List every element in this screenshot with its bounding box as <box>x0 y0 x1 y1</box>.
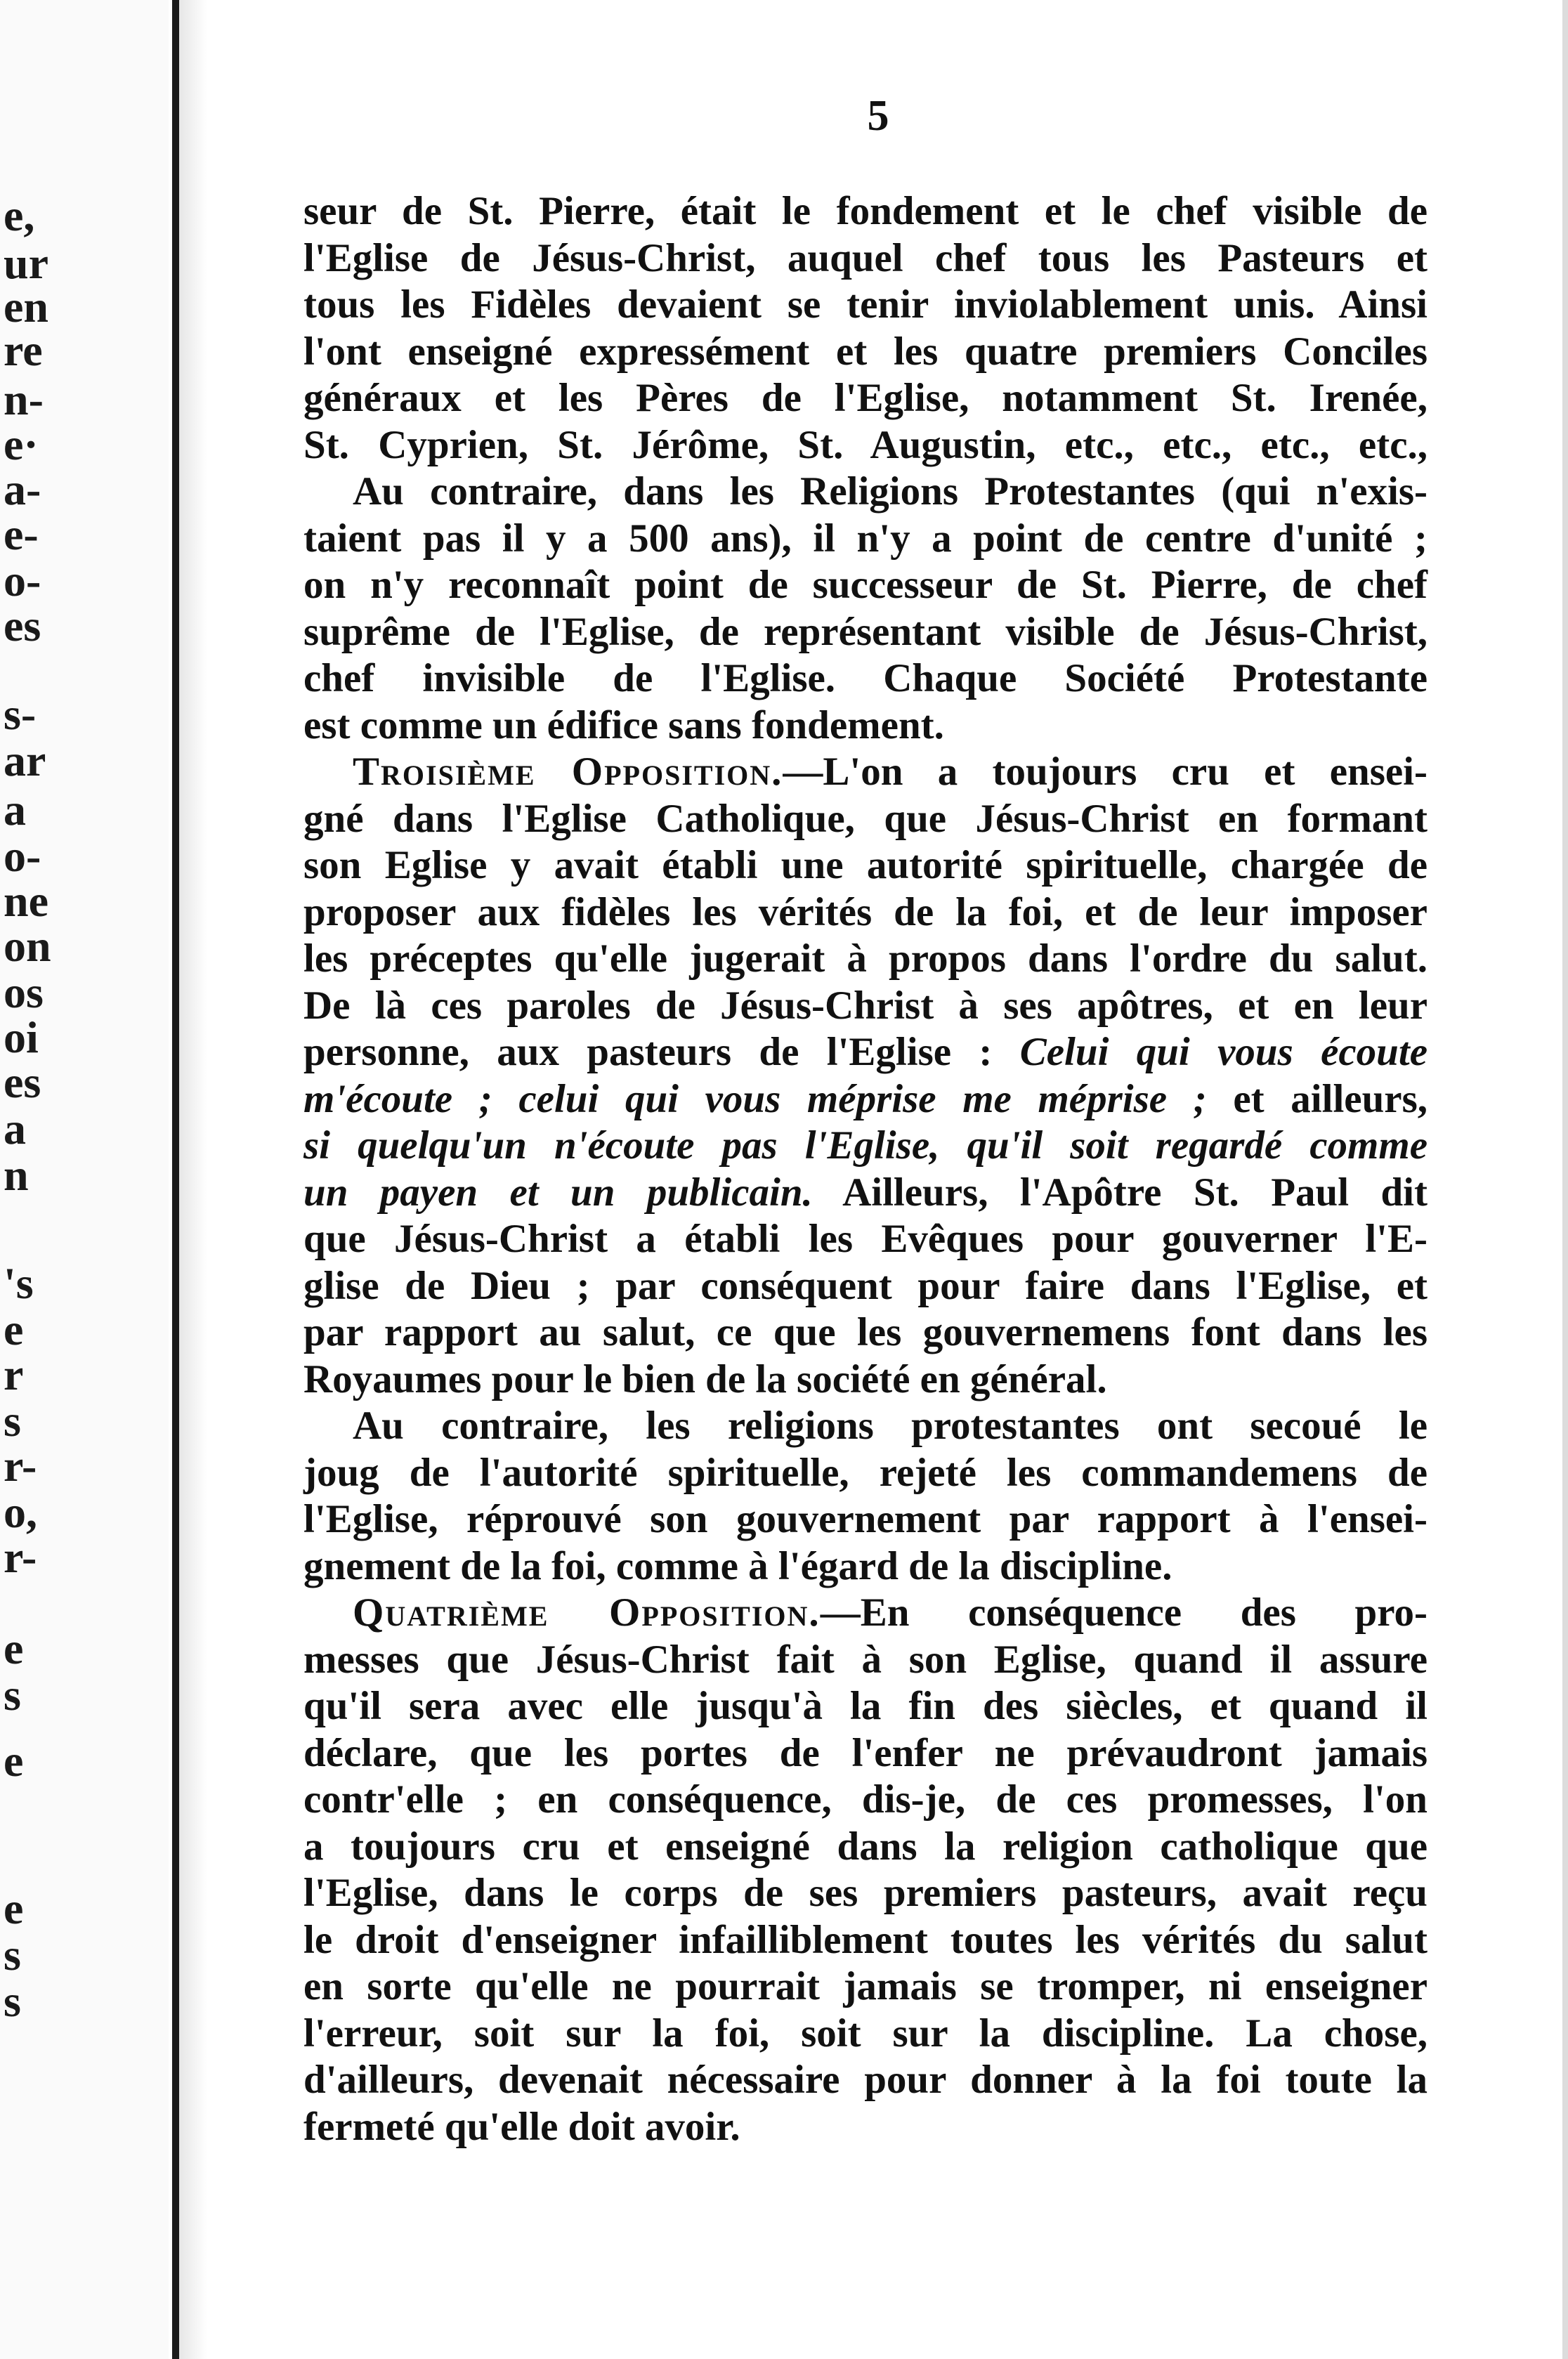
section-heading: Troisième Opposition. <box>353 750 783 794</box>
text-line: St. Cyprien, St. Jérôme, St. Augustin, etc., etc., etc., etc., <box>303 422 1427 467</box>
margin-fragment: e <box>4 1736 24 1786</box>
margin-fragment: e· <box>4 419 39 469</box>
text-line: que Jésus-Christ a établi les Evêques pour gouverner l'E- <box>303 1217 1427 1261</box>
italic-quote: un payen et un publicain. <box>303 1170 813 1215</box>
margin-fragment: es <box>4 1057 41 1107</box>
text-line: gné dans l'Eglise Catholique, que Jésus-Christ en formant <box>303 796 1427 841</box>
text-line <box>303 1123 1427 1170</box>
text-line: l'Eglise de Jésus-Christ, auquel chef tous les Pasteurs et <box>303 235 1427 280</box>
text-line: m'écoute ; celui qui vous méprise me méprise ; et ailleurs, <box>303 1076 1428 1121</box>
text-line: seur de St. Pierre, était le fondement et le chef visible de <box>303 189 1427 233</box>
italic-quote: m'écoute ; celui qui vous méprise me méprise ; <box>303 1076 1207 1121</box>
text-line: messes que Jésus-Christ fait à son Eglise, quand il assure <box>303 1637 1427 1682</box>
adjacent-page-margin <box>0 0 169 2359</box>
margin-fragment: s <box>4 1670 21 1720</box>
body-text <box>303 188 1427 2150</box>
text-line: les préceptes qu'elle jugerait à propos dans l'ordre du salut. <box>303 936 1427 981</box>
text-line: tous les Fidèles devaient se tenir inviolablement unis. Ainsi <box>303 282 1427 327</box>
text-line: Au contraire, les religions protestantes ont secoué le <box>353 1404 1427 1448</box>
margin-fragment: es <box>4 601 41 651</box>
margin-fragment: ne <box>4 876 48 926</box>
margin-fragment: r- <box>4 1532 37 1582</box>
text-line: personne, aux pasteurs de l'Eglise : Celui qui vous écoute <box>303 1030 1428 1074</box>
margin-fragment: r <box>4 1350 24 1399</box>
text-line: chef invisible de l'Eglise. Chaque Société Protestante <box>303 656 1427 700</box>
text-line: qu'il sera avec elle jusqu'à la fin des siècles, et quand il <box>303 1684 1427 1728</box>
section-heading-line: Quatrième Opposition.—En conséquence des pro- <box>353 1590 1428 1635</box>
text-line: gnement de la foi, comme à l'égard de la discipline. <box>303 1543 1172 1588</box>
margin-fragment: a <box>4 1104 26 1154</box>
margin-fragment: o- <box>4 556 41 606</box>
text-line: déclare, que les portes de l'enfer ne prévaudront jamais <box>303 1730 1427 1775</box>
margin-fragment: s- <box>4 689 37 739</box>
page-edge <box>1562 0 1568 2359</box>
text-line: Royaumes pour le bien de la société en général. <box>303 1357 1107 1401</box>
text-line: généraux et les Pères de l'Eglise, notamment St. Irenée, <box>303 376 1427 420</box>
text-line: l'Eglise, réprouvé son gouvernement par rapport à l'ensei- <box>303 1497 1427 1541</box>
margin-fragment: e- <box>4 509 39 559</box>
text-line: l'Eglise, dans le corps de ses premiers pasteurs, avait reçu <box>303 1871 1427 1915</box>
margin-fragment: n <box>4 1150 29 1200</box>
text-line: le droit d'enseigner infailliblement toutes les vérités du salut <box>303 1917 1427 1962</box>
text-line: son Eglise y avait établi une autorité spirituelle, chargée de <box>303 843 1427 887</box>
text-line: d'ailleurs, devenait nécessaire pour donner à la foi toute la <box>303 2058 1427 2102</box>
page-number: 5 <box>867 92 889 140</box>
margin-fragment: s <box>4 1976 21 2026</box>
margin-fragment: 's <box>4 1258 34 1308</box>
italic-quote: Celui qui vous écoute <box>1019 1030 1428 1074</box>
text-line: suprême de l'Eglise, de représentant visible de Jésus-Christ, <box>303 609 1427 654</box>
margin-fragment: oi <box>4 1012 39 1062</box>
text-line: l'erreur, soit sur la foi, soit sur la discipline. La chose, <box>303 2011 1427 2056</box>
text-line: a toujours cru et enseigné dans la religion catholique que <box>303 1824 1427 1869</box>
text-line: fermeté qu'elle doit avoir. <box>303 2104 740 2149</box>
margin-fragment: en <box>4 282 48 332</box>
margin-fragment: ar <box>4 736 46 785</box>
margin-fragment: s <box>4 1930 21 1980</box>
section-heading-line: Troisième Opposition.—L'on a toujours cru et ensei- <box>353 750 1428 794</box>
binding-shadow <box>179 0 207 2359</box>
text-line: taient pas il y a 500 ans), il n'y a point de centre d'unité ; <box>303 516 1427 561</box>
margin-fragment: o, <box>4 1487 37 1537</box>
text-line: De là ces paroles de Jésus-Christ à ses apôtres, et en leur <box>303 983 1427 1028</box>
text-line: l'ont enseigné expressément et les quatre premiers Conciles <box>303 329 1427 374</box>
margin-fragment: s <box>4 1396 21 1446</box>
margin-fragment: e <box>4 1883 24 1933</box>
margin-fragment: e <box>4 1305 24 1354</box>
margin-fragment: a <box>4 785 26 835</box>
margin-fragment: n- <box>4 374 44 424</box>
margin-fragment: on <box>4 921 51 971</box>
margin-fragment: r- <box>4 1441 37 1491</box>
text-line: par rapport au salut, ce que les gouvernemens font dans les <box>303 1310 1427 1354</box>
section-heading: Quatrième Opposition. <box>353 1590 821 1635</box>
margin-fragment: a- <box>4 464 41 514</box>
text-line: est comme un édifice sans fondement. <box>303 703 944 747</box>
text-line: on n'y reconnaît point de successeur de St. Pierre, de chef <box>303 563 1427 607</box>
text-line: Au contraire, dans les Religions Protestantes (qui n'exis- <box>353 469 1427 514</box>
margin-fragment: e, <box>4 190 35 240</box>
margin-fragment: o- <box>4 831 41 881</box>
margin-fragment: os <box>4 967 44 1017</box>
text-line: un payen et un publicain. Ailleurs, l'Apôtre St. Paul dit <box>303 1170 1427 1215</box>
margin-fragment: ur <box>4 238 48 288</box>
text-line: glise de Dieu ; par conséquent pour faire dans l'Eglise, et <box>303 1263 1427 1308</box>
italic-quote: si quelqu'un n'écoute pas l'Eglise, qu'il soit regardé comme <box>303 1123 1427 1168</box>
binding-edge <box>172 0 179 2359</box>
margin-fragment: e <box>4 1623 24 1673</box>
text-line: joug de l'autorité spirituelle, rejeté les commandemens de <box>303 1450 1427 1495</box>
text-line: proposer aux fidèles les vérités de la foi, et de leur imposer <box>303 889 1427 934</box>
margin-fragment: re <box>4 325 43 375</box>
text-line: contr'elle ; en conséquence, dis-je, de ces promesses, l'on <box>303 1777 1427 1822</box>
text-line: en sorte qu'elle ne pourrait jamais se tromper, ni enseigner <box>303 1964 1427 2008</box>
